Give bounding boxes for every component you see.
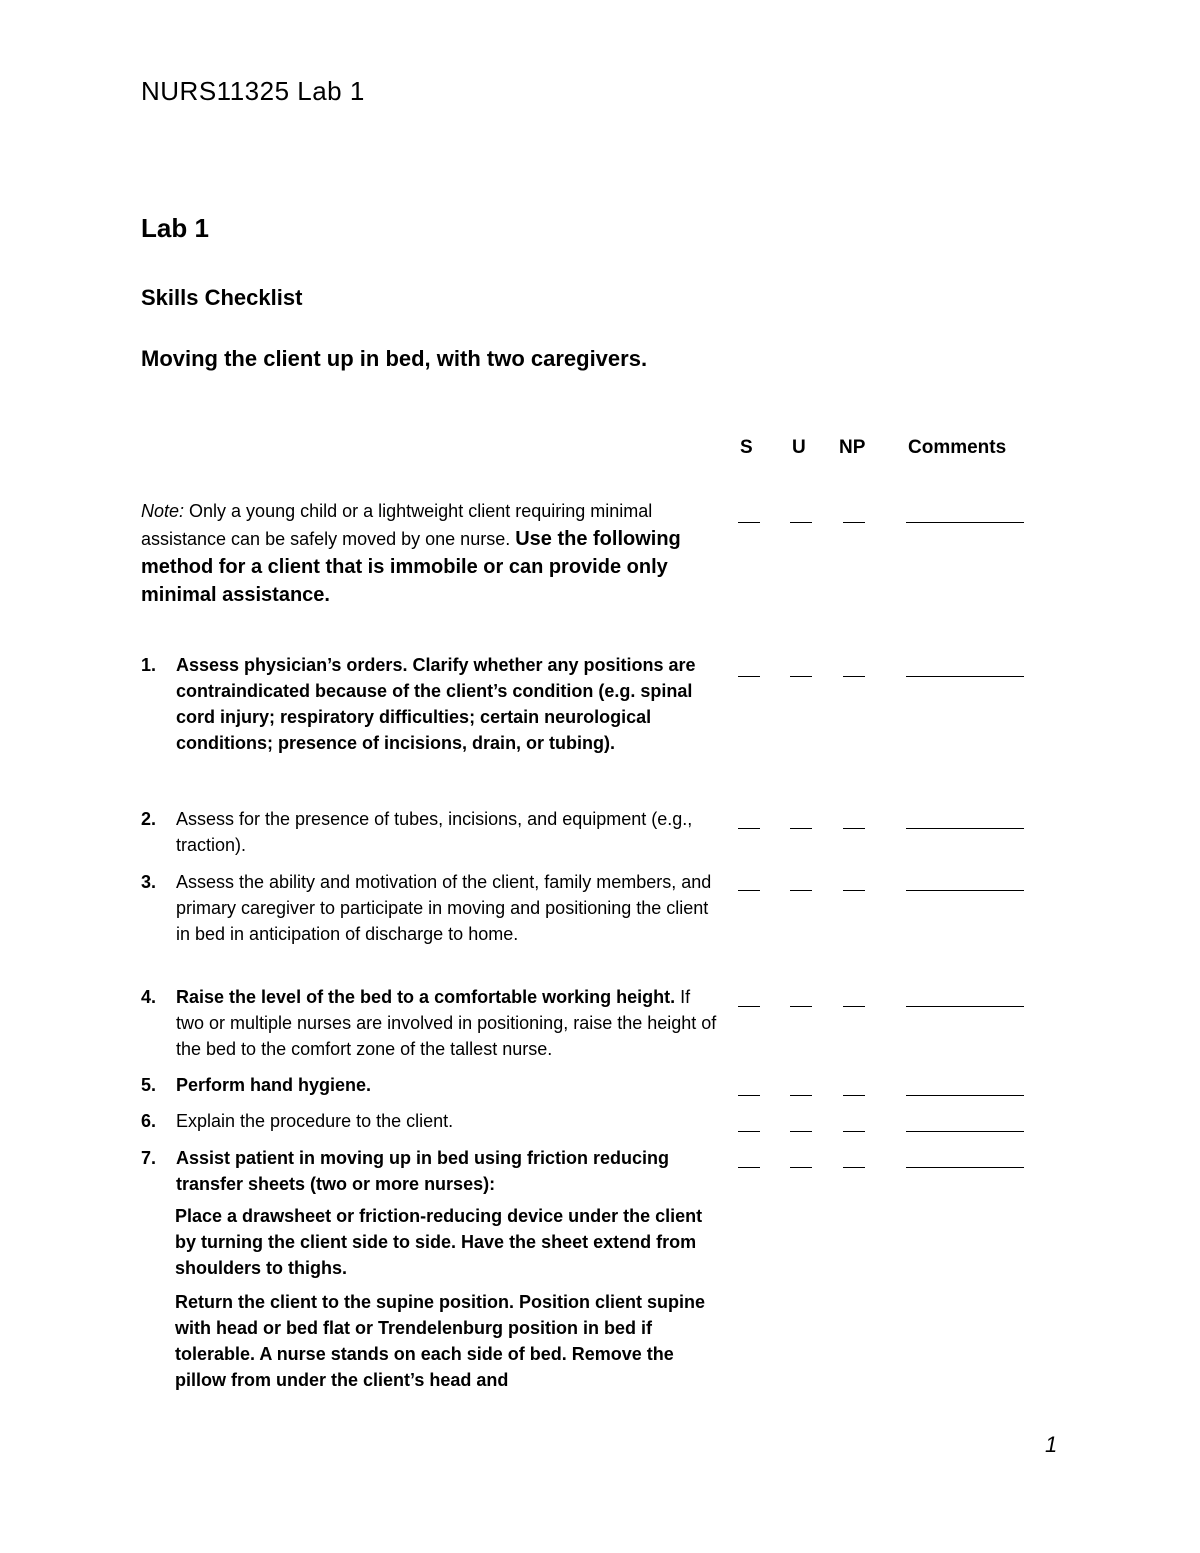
blank-u[interactable] <box>790 890 812 891</box>
item-number: 7. <box>141 1148 157 1168</box>
item-number: 2. <box>141 809 157 829</box>
blank-s[interactable] <box>738 1131 760 1132</box>
item-text: If two or multiple nurses are involved in positioning, raise the height of the bed to the comfort zone of the tallest nurse. <box>176 987 717 1059</box>
item-number: 5. <box>141 1075 157 1095</box>
item-text: Assess the ability and motivation of the client, family members, and primary caregiver to participate in moving and positioning the client in bed in anticipation of discharge to home. <box>176 872 712 944</box>
note-paragraph <box>141 497 721 609</box>
blank-u[interactable] <box>790 522 812 523</box>
blank-s[interactable] <box>738 1167 760 1168</box>
note-emphasis: Use the following method for a client that is immobile or can provide only minimal assistance. <box>141 528 681 606</box>
checklist-title: Skills Checklist <box>141 285 303 310</box>
blank-u[interactable] <box>790 676 812 677</box>
blank-np[interactable] <box>843 1131 865 1132</box>
checklist-item <box>141 984 721 1062</box>
page-number: 1 <box>1045 1432 1058 1457</box>
item-bold-text: Assess physician’s orders. Clarify whether any positions are contraindicated because of the client’s condition (e.g. spinal cord injury; respiratory difficulties; certain neurological conditions; presence of incisions, drain, or tubing). <box>176 655 696 753</box>
blank-np[interactable] <box>843 828 865 829</box>
blank-u[interactable] <box>790 1095 812 1096</box>
item-bold-text: Raise the level of the bed to a comfortable working height. <box>176 987 676 1007</box>
blank-u[interactable] <box>790 1006 812 1007</box>
item-text: Explain the procedure to the client. <box>176 1111 454 1131</box>
blank-comments[interactable] <box>906 522 1024 523</box>
blank-s[interactable] <box>738 828 760 829</box>
blank-np[interactable] <box>843 522 865 523</box>
note-label: Note: <box>141 501 185 521</box>
blank-np[interactable] <box>843 1167 865 1168</box>
blank-np[interactable] <box>843 890 865 891</box>
note-text: Only a young child or a lightweight client requiring minimal assistance can be safely moved by one nurse. <box>141 501 653 549</box>
blank-np[interactable] <box>843 676 865 677</box>
column-header-comments: Comments <box>908 437 1007 458</box>
sub-step-paragraph: Place a drawsheet or friction-reducing device under the client by turning the client side to side. Have the sheet extend from shoulders to thighs. <box>175 1206 703 1278</box>
blank-comments[interactable] <box>906 1131 1024 1132</box>
blank-u[interactable] <box>790 828 812 829</box>
blank-u[interactable] <box>790 1167 812 1168</box>
item-bold-text: Assist patient in moving up in bed using friction reducing transfer sheets (two or more nurses): <box>176 1148 670 1194</box>
blank-s[interactable] <box>738 1095 760 1096</box>
blank-comments[interactable] <box>906 1006 1024 1007</box>
blank-np[interactable] <box>843 1095 865 1096</box>
blank-comments[interactable] <box>906 828 1024 829</box>
blank-comments[interactable] <box>906 1167 1024 1168</box>
blank-np[interactable] <box>843 1006 865 1007</box>
blank-s[interactable] <box>738 676 760 677</box>
blank-s[interactable] <box>738 522 760 523</box>
document-header: NURS11325 Lab 1 <box>141 76 365 106</box>
checklist-item <box>141 869 721 947</box>
checklist-item <box>141 1072 721 1098</box>
column-header-np: NP <box>839 437 866 458</box>
blank-comments[interactable] <box>906 1095 1024 1096</box>
checklist-item <box>141 1108 721 1134</box>
item-number: 3. <box>141 872 157 892</box>
item-number: 4. <box>141 987 157 1007</box>
blank-comments[interactable] <box>906 890 1024 891</box>
item-number: 6. <box>141 1111 157 1131</box>
column-header-s: S <box>740 437 753 458</box>
checklist-item <box>141 652 721 756</box>
item-number: 1. <box>141 655 157 675</box>
blank-s[interactable] <box>738 890 760 891</box>
checklist-item <box>141 806 721 858</box>
lab-title: Lab 1 <box>141 213 209 243</box>
item-bold-text: Perform hand hygiene. <box>176 1075 372 1095</box>
item-text: Assess for the presence of tubes, incisions, and equipment (e.g., traction). <box>176 809 693 855</box>
skill-title: Moving the client up in bed, with two caregivers. <box>141 346 648 371</box>
sub-step-paragraph: Return the client to the supine position. Position client supine with head or bed flat or Trendelenburg position in bed if tolerable. A nurse stands on each side of bed. Remove the pillow from under the client’s head and <box>175 1292 706 1390</box>
blank-s[interactable] <box>738 1006 760 1007</box>
blank-u[interactable] <box>790 1131 812 1132</box>
blank-comments[interactable] <box>906 676 1024 677</box>
checklist-item <box>141 1145 721 1197</box>
column-header-u: U <box>792 437 806 458</box>
